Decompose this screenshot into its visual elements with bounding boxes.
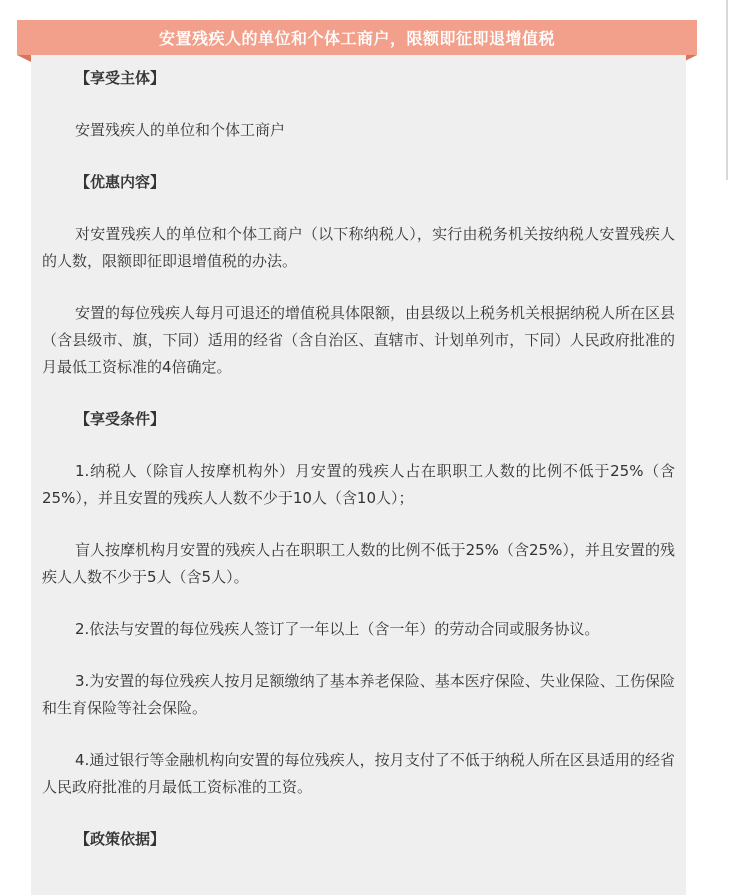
content-panel xyxy=(31,55,686,895)
banner-title: 安置残疾人的单位和个体工商户，限额即征即退增值税 xyxy=(158,29,555,48)
heading-content: 【优惠内容】 xyxy=(75,173,166,191)
condition-paragraph-1: 1.纳税人（除盲人按摩机构外）月安置的残疾人占在职职工人数的比例不低于25%（含25%），并且安置的残疾人人数不少于10人（含10人）； xyxy=(42,462,675,507)
condition-paragraph-5: 4.通过银行等金融机构向安置的每位残疾人，按月支付了不低于纳税人所在区县适用的经省人民政府批准的月最低工资标准的工资。 xyxy=(42,751,675,796)
content-paragraph-2: 安置的每位残疾人每月可退还的增值税具体限额，由县级以上税务机关根据纳税人所在区县（含县级市、旗，下同）适用的经省（含自治区、直辖市、计划单列市，下同）人民政府批准的月最低工资标准的4倍确定。 xyxy=(42,304,676,376)
ribbon-fold-left xyxy=(17,55,31,62)
condition-paragraph-2: 盲人按摩机构月安置的残疾人占在职职工人数的比例不低于25%（含25%），并且安置的残疾人人数不少于5人（含5人）。 xyxy=(42,541,675,586)
content-paragraph-1: 对安置残疾人的单位和个体工商户（以下称纳税人），实行由税务机关按纳税人安置残疾人的人数，限额即征即退增值税的办法。 xyxy=(42,225,675,270)
subject-paragraph: 安置残疾人的单位和个体工商户 xyxy=(75,121,286,139)
condition-paragraph-4: 3.为安置的每位残疾人按月足额缴纳了基本养老保险、基本医疗保险、失业保险、工伤保险和生育保险等社会保险。 xyxy=(42,672,675,717)
heading-conditions: 【享受条件】 xyxy=(75,410,166,428)
page-right-rule xyxy=(726,0,728,180)
heading-basis: 【政策依据】 xyxy=(75,830,166,848)
condition-paragraph-3: 2.依法与安置的每位残疾人签订了一年以上（含一年）的劳动合同或服务协议。 xyxy=(75,620,600,638)
banner-ribbon xyxy=(17,20,697,55)
heading-subject: 【享受主体】 xyxy=(75,69,166,87)
